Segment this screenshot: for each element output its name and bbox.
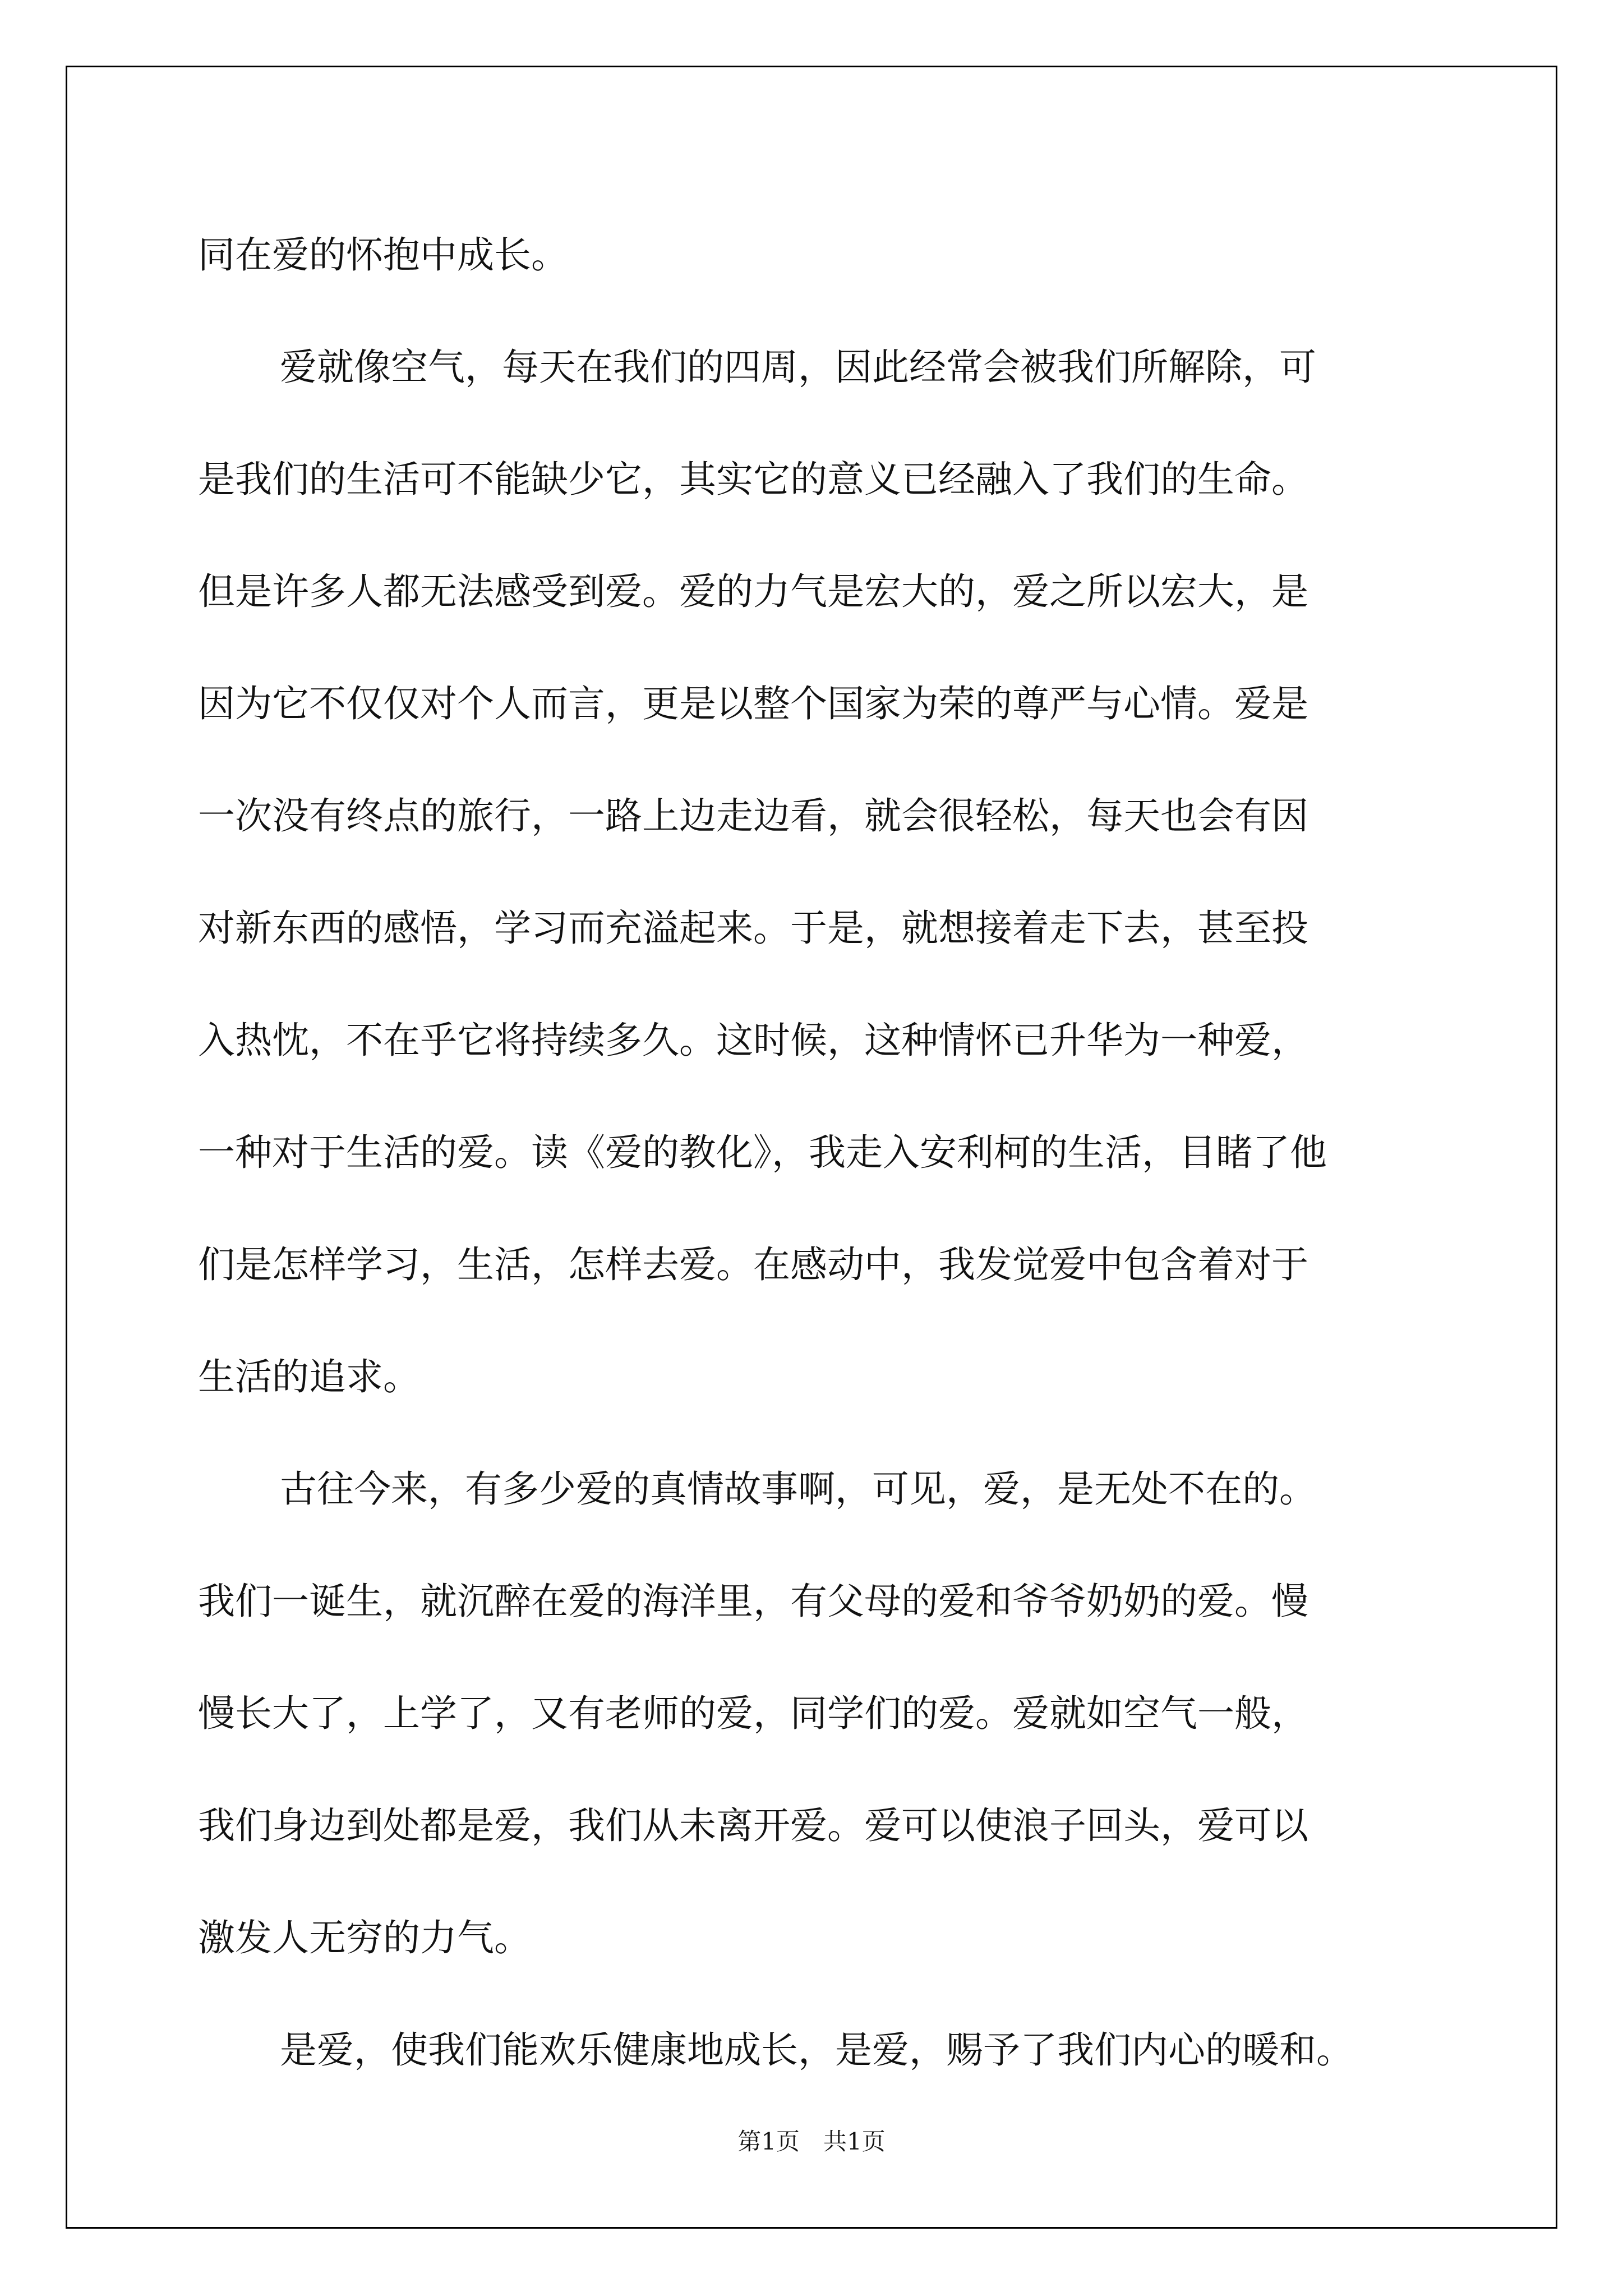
text-line: 一次没有终点的旅行，一路上边走边看，就会很轻松，每天也会有因 xyxy=(198,794,1308,838)
text-line: 但是许多人都无法感受到爱。爱的力气是宏大的，爱之所以宏大，是 xyxy=(198,570,1308,613)
text-line: 对新东西的感悟，学习而充溢起来。于是，就想接着走下去，甚至投 xyxy=(198,907,1308,950)
text-line: 慢长大了，上学了，又有老师的爱，同学们的爱。爱就如空气一般， xyxy=(198,1692,1308,1735)
text-line: 我们一诞生，就沉醉在爱的海洋里，有父母的爱和爷爷奶奶的爱。慢 xyxy=(198,1580,1308,1623)
text-line: 同在爱的怀抱中成长。 xyxy=(198,233,568,277)
text-line: 是我们的生活可不能缺少它，其实它的意义已经融入了我们的生命。 xyxy=(198,458,1308,501)
page-number-footer: 第1页 共1页 xyxy=(737,2128,886,2155)
text-line: 因为它不仅仅对个人而言，更是以整个国家为荣的尊严与心情。爱是 xyxy=(198,682,1308,725)
text-line: 古往今来，有多少爱的真情故事啊，可见，爱，是无处不在的。 xyxy=(280,1467,1316,1511)
text-line: 入热忱，不在乎它将持续多久。这时候，这种情怀已升华为一种爱， xyxy=(198,1019,1308,1062)
text-line: 我们身边到处都是爱，我们从未离开爱。爱可以使浪子回头，爱可以 xyxy=(198,1804,1308,1847)
text-line: 爱就像空气，每天在我们的四周，因此经常会被我们所解除，可 xyxy=(280,346,1316,389)
text-line: 一种对于生活的爱。读《爱的教化》，我走入安利柯的生活，目睹了他 xyxy=(198,1131,1327,1174)
text-line: 是爱，使我们能欢乐健康地成长，是爱，赐予了我们内心的暖和。 xyxy=(280,2028,1353,2072)
document-body xyxy=(198,199,1432,2106)
text-line: 激发人无穷的力气。 xyxy=(198,1916,531,1959)
text-line: 们是怎样学习，生活，怎样去爱。在感动中，我发觉爱中包含着对于 xyxy=(198,1243,1308,1286)
text-line: 生活的追求。 xyxy=(198,1355,420,1398)
